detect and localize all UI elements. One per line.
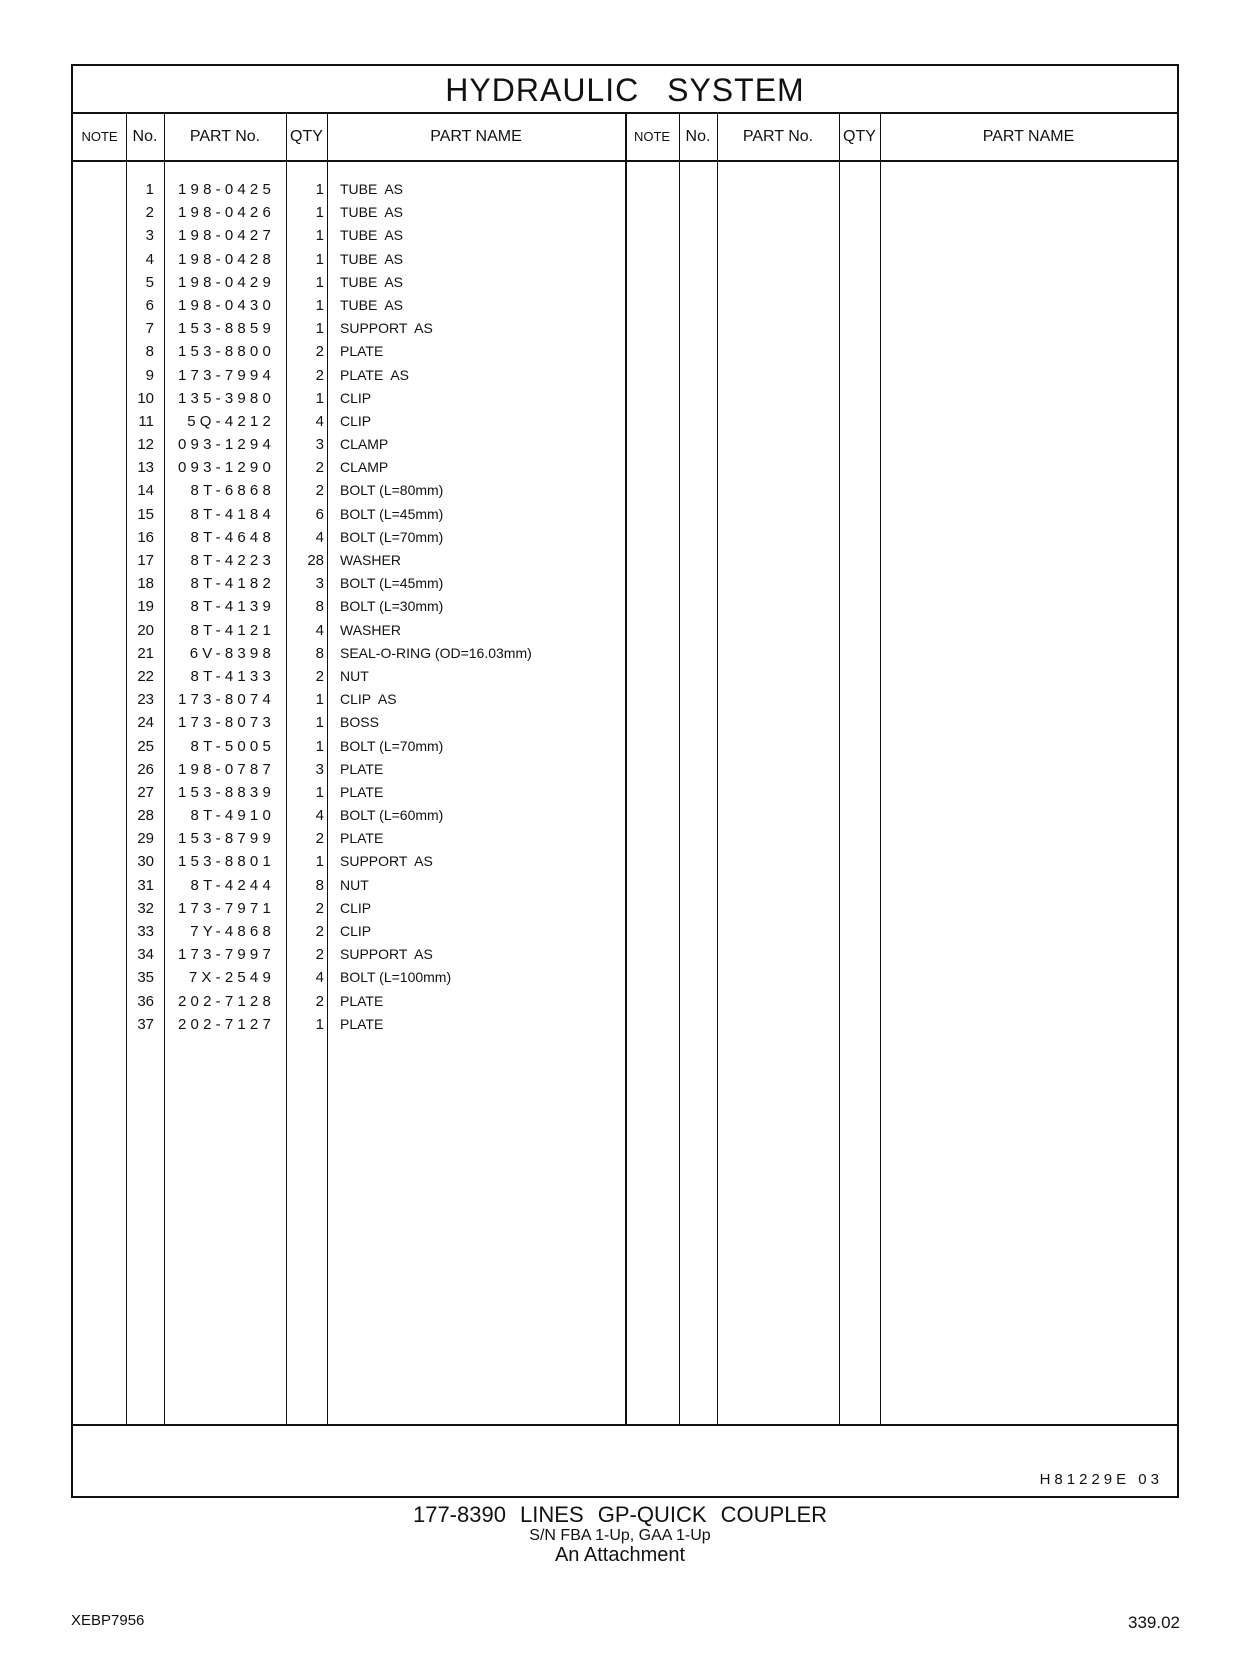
part-name: TUBE AS	[340, 204, 404, 221]
part-number: 153-8800	[178, 343, 275, 361]
item-number: 13	[137, 459, 154, 477]
quantity: 2	[315, 830, 324, 848]
parts-list-sheet	[71, 64, 1179, 1498]
table-row	[73, 433, 1177, 456]
item-number: 5	[145, 273, 154, 291]
part-number: 093-1290	[178, 459, 275, 477]
item-number: 36	[137, 992, 154, 1010]
item-number: 4	[145, 250, 154, 268]
part-name: BOLT (L=70mm)	[340, 737, 444, 754]
table-row	[73, 595, 1177, 618]
table-row	[73, 201, 1177, 224]
quantity: 1	[315, 783, 324, 801]
part-number: 153-8859	[178, 320, 275, 338]
quantity: 2	[315, 946, 324, 964]
item-number: 6	[145, 296, 154, 314]
quantity: 8	[315, 876, 324, 894]
table-row	[73, 665, 1177, 688]
table-row	[73, 224, 1177, 247]
quantity: 1	[315, 320, 324, 338]
quantity: 2	[315, 482, 324, 500]
part-number: 173-7997	[178, 946, 275, 964]
quantity: 1	[315, 250, 324, 268]
part-number: 7Y-4868	[190, 923, 275, 940]
table-body	[73, 162, 1177, 1384]
table-row	[73, 990, 1177, 1013]
part-number: 8T-6868	[190, 482, 275, 500]
part-number: 8T-4184	[190, 505, 275, 523]
header-part-no-left: PART No.	[189, 128, 261, 145]
quantity: 1	[315, 227, 324, 245]
item-number: 33	[137, 923, 154, 940]
quantity: 6	[315, 505, 324, 523]
part-number: 153-8799	[178, 830, 275, 848]
part-name: BOLT (L=60mm)	[340, 807, 444, 824]
table-row	[73, 549, 1177, 572]
part-name: PLATE	[340, 783, 384, 800]
header-part-name-left: PART NAME	[430, 128, 522, 145]
part-number: 198-0430	[178, 296, 275, 314]
table-row	[73, 271, 1177, 294]
quantity: 1	[315, 1015, 324, 1033]
part-number: 173-7994	[178, 366, 275, 384]
part-name: CLIP	[340, 899, 372, 916]
quantity: 4	[315, 969, 324, 987]
part-name: BOLT (L=100mm)	[340, 969, 452, 986]
quantity: 3	[315, 760, 324, 778]
item-number: 11	[138, 412, 154, 430]
part-number: 8T-4223	[190, 552, 275, 569]
table-row	[73, 364, 1177, 387]
table-row	[73, 503, 1177, 526]
part-name: BOLT (L=30mm)	[340, 598, 444, 615]
table-row	[73, 387, 1177, 410]
part-name: CLIP	[340, 923, 372, 939]
item-number: 26	[137, 760, 154, 778]
quantity: 8	[315, 598, 324, 616]
table-row	[73, 804, 1177, 827]
part-number: 8T-4133	[190, 667, 275, 685]
table-row	[73, 874, 1177, 897]
part-name: WASHER	[340, 552, 401, 568]
table-row	[73, 688, 1177, 711]
part-name: BOSS	[340, 714, 379, 731]
part-number: 8T-4244	[190, 876, 275, 894]
item-number: 17	[137, 552, 154, 569]
table-row	[73, 758, 1177, 781]
part-name: BOLT (L=45mm)	[340, 505, 444, 522]
part-name: PLATE	[340, 830, 384, 847]
header-part-no-right: PART No.	[742, 128, 814, 145]
part-name: PLATE	[340, 992, 384, 1009]
table-row	[73, 178, 1177, 201]
item-number: 24	[137, 714, 154, 732]
part-name: CLAMP	[340, 459, 389, 476]
part-number: 5Q-4212	[187, 412, 275, 430]
part-number: 198-0426	[178, 204, 275, 222]
sheet-footer	[73, 1424, 1177, 1498]
part-number: 8T-4121	[190, 621, 275, 639]
part-name: TUBE AS	[340, 227, 404, 244]
header-part-name-right: PART NAME	[982, 128, 1075, 145]
sheet-code: H81229E 03	[1039, 1471, 1163, 1488]
item-number: 32	[137, 899, 154, 917]
item-number: 22	[137, 667, 154, 685]
quantity: 1	[315, 181, 324, 198]
table-row	[73, 456, 1177, 479]
table-row	[73, 943, 1177, 966]
item-number: 31	[137, 876, 154, 894]
item-number: 8	[145, 343, 154, 361]
quantity: 1	[315, 273, 324, 291]
part-name: PLATE	[340, 760, 384, 777]
part-number: 153-8801	[178, 853, 275, 871]
part-name: TUBE AS	[340, 181, 404, 197]
page-title: HYDRAULIC SYSTEM	[73, 66, 1177, 114]
part-name: TUBE AS	[340, 296, 404, 313]
table-row	[73, 897, 1177, 920]
table-row	[73, 827, 1177, 850]
part-name: TUBE AS	[340, 250, 404, 267]
part-number: 173-8073	[178, 714, 275, 732]
caption-attachment: An Attachment	[554, 1544, 686, 1566]
caption-title: 177-8390 LINES GP-QUICK COUPLER	[412, 1502, 828, 1527]
part-number: 8T-4139	[190, 598, 275, 616]
item-number: 16	[137, 528, 154, 546]
parts-rows	[73, 178, 1177, 1036]
quantity: 4	[315, 621, 324, 639]
quantity: 4	[315, 528, 324, 546]
quantity: 4	[315, 807, 324, 825]
table-row	[73, 966, 1177, 989]
part-name: SUPPORT AS	[340, 320, 433, 337]
part-number: 153-8839	[178, 783, 275, 801]
header-no-left: No.	[132, 128, 158, 145]
table-row	[73, 340, 1177, 363]
item-number: 27	[137, 783, 154, 801]
item-number: 37	[137, 1015, 154, 1033]
quantity: 2	[315, 366, 324, 384]
caption-serial: S/N FBA 1-Up, GAA 1-Up	[529, 1527, 711, 1544]
part-number: 135-3980	[178, 389, 275, 407]
item-number: 20	[137, 621, 154, 639]
part-name: CLIP	[340, 389, 372, 406]
item-number: 30	[137, 853, 154, 871]
table-row	[73, 920, 1177, 943]
item-number: 1	[145, 181, 154, 198]
quantity: 2	[315, 459, 324, 477]
quantity: 1	[315, 714, 324, 732]
quantity: 2	[315, 899, 324, 917]
item-number: 21	[137, 644, 154, 662]
table-row	[73, 410, 1177, 433]
quantity: 28	[307, 552, 324, 569]
quantity: 3	[315, 436, 324, 454]
part-number: 173-7971	[178, 899, 275, 917]
part-name: CLIP AS	[340, 691, 397, 708]
part-number: 202-7127	[178, 1015, 275, 1033]
part-name: PLATE	[340, 1015, 384, 1032]
part-name: CLAMP	[340, 436, 389, 453]
part-number: 8T-5005	[190, 737, 275, 755]
table-row	[73, 619, 1177, 642]
part-number: 8T-4182	[190, 575, 275, 593]
part-name: SUPPORT AS	[340, 946, 433, 963]
part-name: SEAL-O-RING (OD=16.03mm)	[340, 644, 532, 661]
document-id: XEBP7956	[71, 1612, 145, 1629]
item-number: 7	[145, 320, 154, 338]
part-number: 198-0429	[178, 273, 275, 291]
quantity: 1	[315, 691, 324, 709]
part-number: 6V-8398	[189, 644, 275, 662]
part-name: SUPPORT AS	[340, 853, 433, 870]
table-row	[73, 850, 1177, 873]
part-name: BOLT (L=45mm)	[340, 575, 444, 592]
part-number: 8T-4910	[190, 807, 275, 825]
part-name: WASHER	[340, 621, 401, 638]
part-name: PLATE AS	[340, 366, 409, 383]
item-number: 15	[137, 505, 154, 523]
part-number: 7X-2549	[188, 969, 275, 987]
part-name: NUT	[340, 876, 369, 893]
part-name: PLATE	[340, 343, 384, 360]
part-name: CLIP	[340, 412, 372, 429]
quantity: 1	[315, 389, 324, 407]
header-no-right: No.	[685, 128, 711, 145]
part-number: 198-0787	[178, 760, 275, 778]
part-number: 198-0428	[178, 250, 275, 268]
item-number: 2	[145, 204, 154, 222]
header-qty-left: QTY	[290, 128, 323, 145]
table-row	[73, 711, 1177, 734]
part-number: 198-0425	[178, 181, 275, 198]
item-number: 12	[137, 436, 154, 454]
item-number: 28	[137, 807, 154, 825]
table-row	[73, 1013, 1177, 1036]
part-number: 093-1294	[178, 436, 275, 454]
table-row	[73, 479, 1177, 502]
quantity: 1	[315, 737, 324, 755]
part-number: 202-7128	[178, 992, 275, 1010]
quantity: 3	[315, 575, 324, 593]
part-number: 198-0427	[178, 227, 275, 245]
quantity: 1	[315, 853, 324, 871]
quantity: 2	[315, 923, 324, 940]
quantity: 2	[315, 343, 324, 361]
item-number: 35	[137, 969, 154, 987]
header-qty-right: QTY	[843, 128, 876, 145]
item-number: 14	[137, 482, 154, 500]
part-name: NUT	[340, 667, 369, 684]
item-number: 18	[137, 575, 154, 593]
item-number: 29	[137, 830, 154, 848]
header-note-left: NOTE	[81, 129, 118, 144]
item-number: 3	[145, 227, 154, 245]
item-number: 23	[137, 691, 154, 709]
table-row	[73, 317, 1177, 340]
quantity: 8	[315, 644, 324, 662]
part-number: 173-8074	[178, 691, 275, 709]
part-name: BOLT (L=80mm)	[340, 482, 444, 499]
item-number: 19	[137, 598, 154, 616]
table-row	[73, 735, 1177, 758]
quantity: 2	[315, 992, 324, 1010]
table-row	[73, 781, 1177, 804]
header-note-right: NOTE	[633, 129, 671, 144]
quantity: 2	[315, 667, 324, 685]
item-number: 10	[137, 389, 154, 407]
part-name: TUBE AS	[340, 273, 404, 290]
table-row	[73, 526, 1177, 549]
quantity: 1	[315, 296, 324, 314]
table-row	[73, 642, 1177, 665]
caption	[0, 1498, 1240, 1566]
table-row	[73, 294, 1177, 317]
item-number: 25	[137, 737, 154, 755]
table-row	[73, 572, 1177, 595]
page-number: 339.02	[1128, 1613, 1180, 1632]
item-number: 34	[137, 946, 154, 964]
item-number: 9	[145, 366, 154, 384]
quantity: 4	[315, 412, 324, 430]
part-name: BOLT (L=70mm)	[340, 528, 444, 545]
table-row	[73, 248, 1177, 271]
part-number: 8T-4648	[190, 528, 275, 546]
quantity: 1	[315, 204, 324, 222]
